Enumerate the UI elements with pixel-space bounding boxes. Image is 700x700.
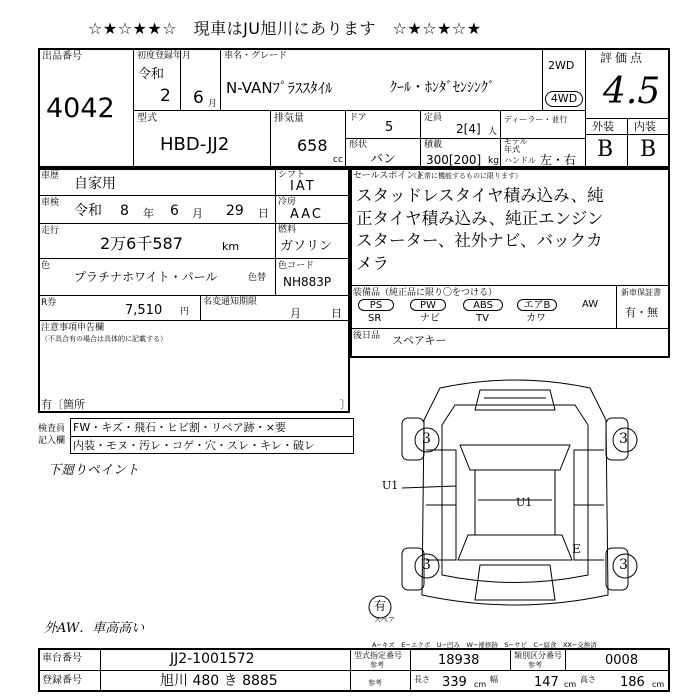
first-reg-month: 6 (193, 88, 204, 108)
len-value: 339 (442, 675, 467, 690)
history-label: 車歴 (41, 171, 60, 181)
cat-ref: 参考 (528, 661, 542, 669)
tire-mark-rr: 3 (619, 557, 628, 573)
cat-label: 類別区分番号 (514, 651, 562, 660)
sales-line: スターター、社外ナビ、バックカ (356, 231, 603, 250)
load-label: 積載 (424, 140, 443, 150)
rear-label: 後日品 (353, 331, 381, 341)
inspection-day: 29 (226, 203, 244, 219)
recycle-label: R券 (41, 298, 57, 308)
car-diagram (360, 360, 670, 630)
fuel-label: 燃料 (278, 225, 297, 235)
drive-4wd: 4WD (545, 91, 583, 107)
tire-mark-fl: 3 (422, 431, 431, 447)
damage-u1-left: U1 (382, 479, 399, 492)
model-name: N-VANﾌﾟﾗｽｽﾀｲﾙ (226, 79, 333, 97)
type-spec-value: 18938 (438, 653, 480, 668)
handle-value: 左・右 (540, 153, 577, 167)
inspector-row-1: FW・キズ・飛石・ヒビ割・リペア跡・×要 (73, 421, 286, 434)
inspection-month: 6 (170, 203, 179, 219)
len-label: 長さ (414, 675, 430, 684)
displacement-unit: cc (333, 155, 343, 165)
spare-label: スペア (374, 616, 395, 624)
eval-label: 評価点 (600, 51, 646, 65)
model-grade: ｸｰﾙ・ﾎﾝﾀﾞｾﾝｼﾝｸﾞ (390, 80, 495, 96)
first-reg-month-unit: 月 (208, 99, 218, 109)
tire-mark-rl: 3 (422, 557, 431, 573)
notes-sub: （不具合有の場合は具体的に記載する） (41, 335, 167, 343)
type-spec-label: 型式指定番号 (354, 651, 402, 660)
inspector-label-1: 検査員 (38, 424, 66, 434)
eval-score: 4.5 (603, 71, 661, 112)
equip-leather: カワ (526, 313, 546, 324)
model-year-label: モデル年式 (504, 137, 528, 154)
inspection-era: 令和 (74, 203, 102, 219)
color-code-label: 色コード (278, 261, 315, 271)
hand-note-underbody: 下廻りペイント (48, 463, 140, 478)
chassis-value: JJ2-1001572 (170, 651, 255, 667)
model-label: 車名・グレード (224, 51, 288, 61)
shift-label: シフト (278, 170, 306, 180)
plate-label: 登録番号 (42, 675, 82, 686)
sales-label: セールスポイント (353, 171, 425, 181)
inspection-unit-m: 月 (192, 207, 203, 220)
mileage-label: 走行 (41, 226, 60, 236)
hand-note-wheels: 外AW．車高高い (44, 621, 145, 636)
type-spec-ref: 参考 (370, 661, 384, 669)
equip-navi: ナビ (420, 313, 440, 324)
sales-line: 正タイヤ積み込み、純正エンジン (356, 208, 604, 228)
inspection-year: 8 (120, 203, 129, 219)
drive-2wd: 2WD (548, 59, 575, 72)
ext-grade: B (597, 137, 614, 162)
color-value: プラチナホワイト・パール (74, 270, 218, 284)
recycle-value: 7,510 (125, 303, 163, 318)
equip-pw: PW (410, 299, 446, 311)
equip-sr: SR (368, 313, 382, 324)
color-change-label: 色替 (248, 273, 267, 283)
capacity-unit: 人 (488, 127, 498, 137)
color-code-value: NH883P (283, 275, 332, 289)
inspector-row-2: 内装・モヌ・汚レ・コゲ・穴・スレ・キレ・破レ (73, 439, 315, 452)
recycle-unit: 円 (180, 307, 190, 317)
rear-value: スペアキー (392, 334, 447, 347)
cat-value: 0008 (605, 653, 639, 668)
first-reg-era: 令和 (138, 67, 165, 82)
wid-label: 幅 (490, 675, 498, 684)
inspection-unit-d: 日 (258, 207, 269, 220)
doors-label: ドア (349, 113, 367, 123)
capacity-label: 定員 (424, 113, 443, 123)
equip-airbag: エアB (517, 299, 557, 311)
inspection-label: 車検 (41, 198, 60, 208)
len-unit: cm (474, 680, 487, 689)
repair-label: 有〔箇所 (41, 398, 85, 411)
tire-mark-fr: 3 (619, 431, 628, 447)
damage-u1-roof: U1 (516, 496, 533, 509)
int-grade: B (640, 137, 657, 162)
ac-label: 冷房 (278, 197, 297, 207)
repair-close: 〕 (340, 398, 351, 411)
damage-legend: A−キズ E−エクボ U−凹み W−補修跡 S−サビ C−腐食 XX−交換済 (372, 641, 597, 649)
doors-value: 5 (385, 120, 394, 135)
color-label: 色 (41, 261, 51, 271)
equip-ps: PS (358, 299, 394, 311)
lot-label: 出品番号 (42, 51, 82, 62)
sales-note: （正常に機能するものに限ります） (410, 172, 522, 180)
sales-lines (356, 185, 604, 275)
mileage-unit: km (222, 240, 240, 253)
dims-ref: 参考 (368, 679, 382, 687)
dealer-label: ディーラー・並行 (504, 115, 568, 124)
displacement-label: 排気量 (274, 113, 304, 124)
hgt-unit: cm (652, 680, 665, 689)
wid-unit: cm (564, 680, 577, 689)
body-label: 形状 (349, 140, 368, 150)
displacement-value: 658 (297, 136, 328, 155)
hgt-label: 高さ (580, 675, 596, 684)
mileage-value: 2万6千587 (100, 234, 183, 253)
equip-aw: AW (582, 299, 599, 310)
first-reg-year: 2 (160, 86, 171, 106)
type-value: HBD-JJ2 (160, 134, 230, 155)
hgt-value: 186 (620, 675, 645, 690)
first-reg-label: 初度登録年月 (137, 51, 192, 61)
damage-e: E (572, 542, 581, 556)
equip-label: 装備品（純正品に限り〇をつける） (353, 288, 498, 298)
deadline-label: 名変通知期限 (203, 297, 258, 307)
lot-number: 4042 (46, 93, 115, 124)
notes-label: 注意事項申告欄 (41, 323, 105, 333)
ac-value: AAC (290, 207, 323, 222)
load-value: 300[200] (426, 153, 482, 167)
inspection-unit-y: 年 (143, 207, 154, 220)
ext-label: 外装 (592, 120, 614, 133)
handle-label: ハンドル (504, 156, 536, 165)
load-unit: kg (488, 156, 499, 166)
history-value: 自家用 (74, 176, 116, 192)
wid-value: 147 (534, 675, 559, 690)
equip-tv: TV (476, 313, 489, 324)
plate-value: 旭川 480 き 8885 (160, 673, 278, 689)
spare-mark: 有 (374, 599, 387, 613)
int-label: 内装 (634, 120, 656, 133)
equip-abs: ABS (463, 299, 503, 311)
shift-value: IAT (290, 179, 316, 194)
sales-line: メラ (356, 253, 389, 273)
chassis-label: 車台番号 (42, 653, 82, 664)
banner: ☆★☆★★☆ 現車はJU旭川にあります ☆★☆★☆★ (88, 19, 482, 38)
body-value: バン (370, 152, 397, 167)
inspector-label-2: 記入欄 (38, 436, 66, 446)
capacity-value: 2[4] (456, 122, 481, 136)
new-warranty-value: 有・無 (625, 306, 658, 319)
deadline-unit: 月日 (290, 307, 372, 320)
sales-line: スタッドレスタイヤ積み込み、純 (356, 186, 604, 205)
type-label: 型式 (137, 113, 157, 124)
new-warranty-label: 新車保証書 (621, 288, 661, 297)
fuel-value: ガソリン (280, 239, 333, 254)
